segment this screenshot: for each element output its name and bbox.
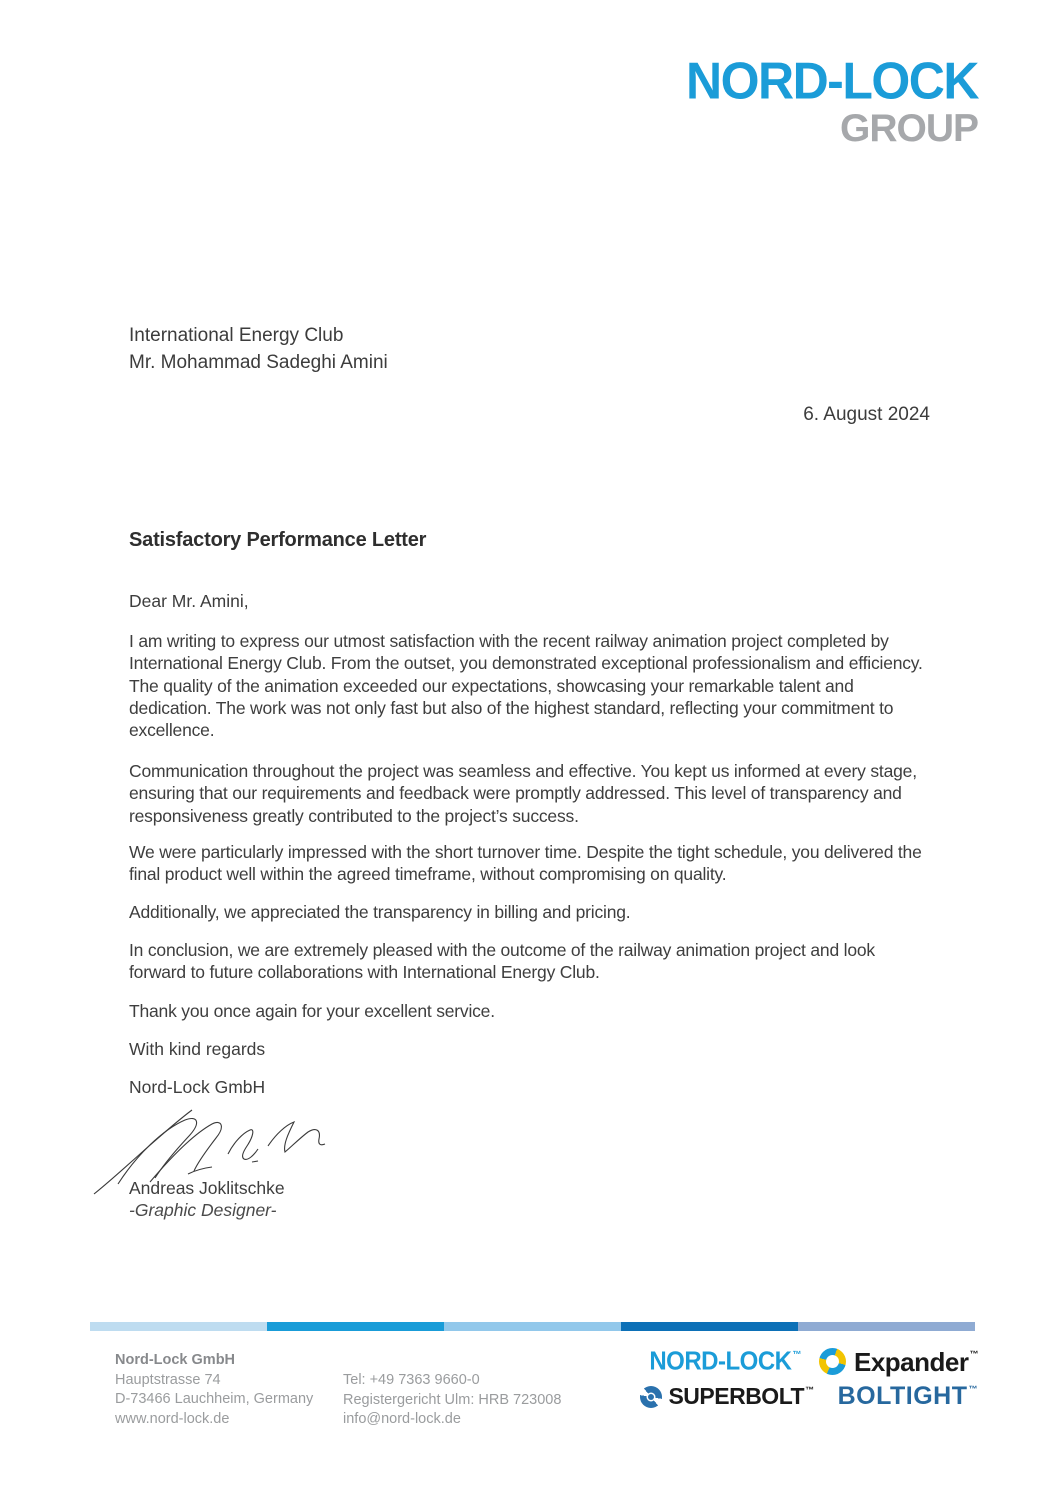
brand-row-1 (578, 1348, 978, 1375)
subject-line: Satisfactory Performance Letter (129, 529, 427, 551)
expander-ring-icon (819, 1348, 846, 1375)
bar-segment (444, 1322, 621, 1331)
footer-company-name: Nord-Lock GmbH (115, 1352, 236, 1368)
nordlock-brand-text: NORD-LOCK (649, 1346, 792, 1376)
signer-title: -Graphic Designer- (129, 1200, 277, 1220)
salutation: Dear Mr. Amini, (129, 591, 249, 611)
closing-company: Nord-Lock GmbH (129, 1077, 266, 1097)
footer-brand-logos (578, 1348, 978, 1418)
footer-contact-block (343, 1371, 561, 1430)
expander-brand-text: Expander (854, 1346, 969, 1377)
footer-color-bar (90, 1322, 975, 1331)
body-paragraph: Additionally, we appreciated the transparency in billing and pricing. (129, 902, 631, 922)
trademark-symbol: ™ (968, 1384, 978, 1394)
superbolt-brand-text: SUPERBOLT (668, 1383, 805, 1409)
body-paragraph: Communication throughout the project was seamless and effective. You kept us informed at every stage, ensuring that our requirements and feedback were promptly addressed. This level of transparency and responsiveness greatly contributed to the project’s success. (129, 761, 917, 826)
bar-segment (621, 1322, 798, 1331)
boltight-brand-logo (838, 1384, 978, 1409)
logo-wordmark: NORD-LOCK (685, 51, 978, 111)
bar-segment (798, 1322, 975, 1331)
bar-segment (267, 1322, 444, 1331)
footer-city: D-73466 Lauchheim, Germany (115, 1391, 314, 1407)
trademark-symbol: ™ (805, 1385, 814, 1395)
superbolt-globe-icon (640, 1386, 662, 1408)
body-paragraph: Thank you once again for your excellent service. (129, 1001, 495, 1021)
body-paragraph: In conclusion, we are extremely pleased with the outcome of the railway animation project and look forward to future collaborations with International Energy Club. (129, 940, 875, 983)
footer-register: Registergericht Ulm: HRB 723008 (343, 1391, 562, 1408)
trademark-symbol: ™ (969, 1348, 978, 1359)
footer-address-block (115, 1351, 313, 1429)
letter-date: 6. August 2024 (803, 404, 930, 425)
footer-email: info@nord-lock.de (343, 1411, 461, 1427)
footer-street: Hauptstrasse 74 (115, 1371, 221, 1388)
nordlock-brand-logo (649, 1346, 801, 1376)
logo-group-text: GROUP (839, 107, 978, 150)
footer-website: www.nord-lock.de (115, 1410, 230, 1427)
expander-brand-logo (854, 1346, 978, 1377)
signer-name: Andreas Joklitschke (129, 1178, 285, 1198)
recipient-company: International Energy Club (129, 325, 344, 346)
body-paragraph: I am writing to express our utmost satisfaction with the recent railway animation project completed by International Energy Club. From the outset, you demonstrated exceptional professionalism and efficiency. The quality of the animation exceeded our expectations, showcasing your remarkable talent and dedication. The work was not only fast but also of the highest standard, reflecting your commitment to excellence. (129, 631, 923, 741)
body-paragraph: We were particularly impressed with the short turnover time. Despite the tight schedule, you delivered the final product well within the agreed timeframe, without compromising on quality. (129, 842, 922, 885)
superbolt-brand-logo (668, 1385, 813, 1408)
boltight-brand-text: BOLTIGHT (837, 1382, 968, 1410)
brand-row-2 (578, 1384, 978, 1409)
recipient-block (129, 322, 388, 376)
recipient-name: Mr. Mohammad Sadeghi Amini (129, 352, 388, 373)
footer-phone: Tel: +49 7363 9660-0 (343, 1372, 480, 1388)
closing-regards: With kind regards (129, 1039, 266, 1059)
bar-segment (90, 1322, 267, 1331)
trademark-symbol: ™ (792, 1348, 801, 1360)
nordlock-group-logo (685, 51, 978, 150)
